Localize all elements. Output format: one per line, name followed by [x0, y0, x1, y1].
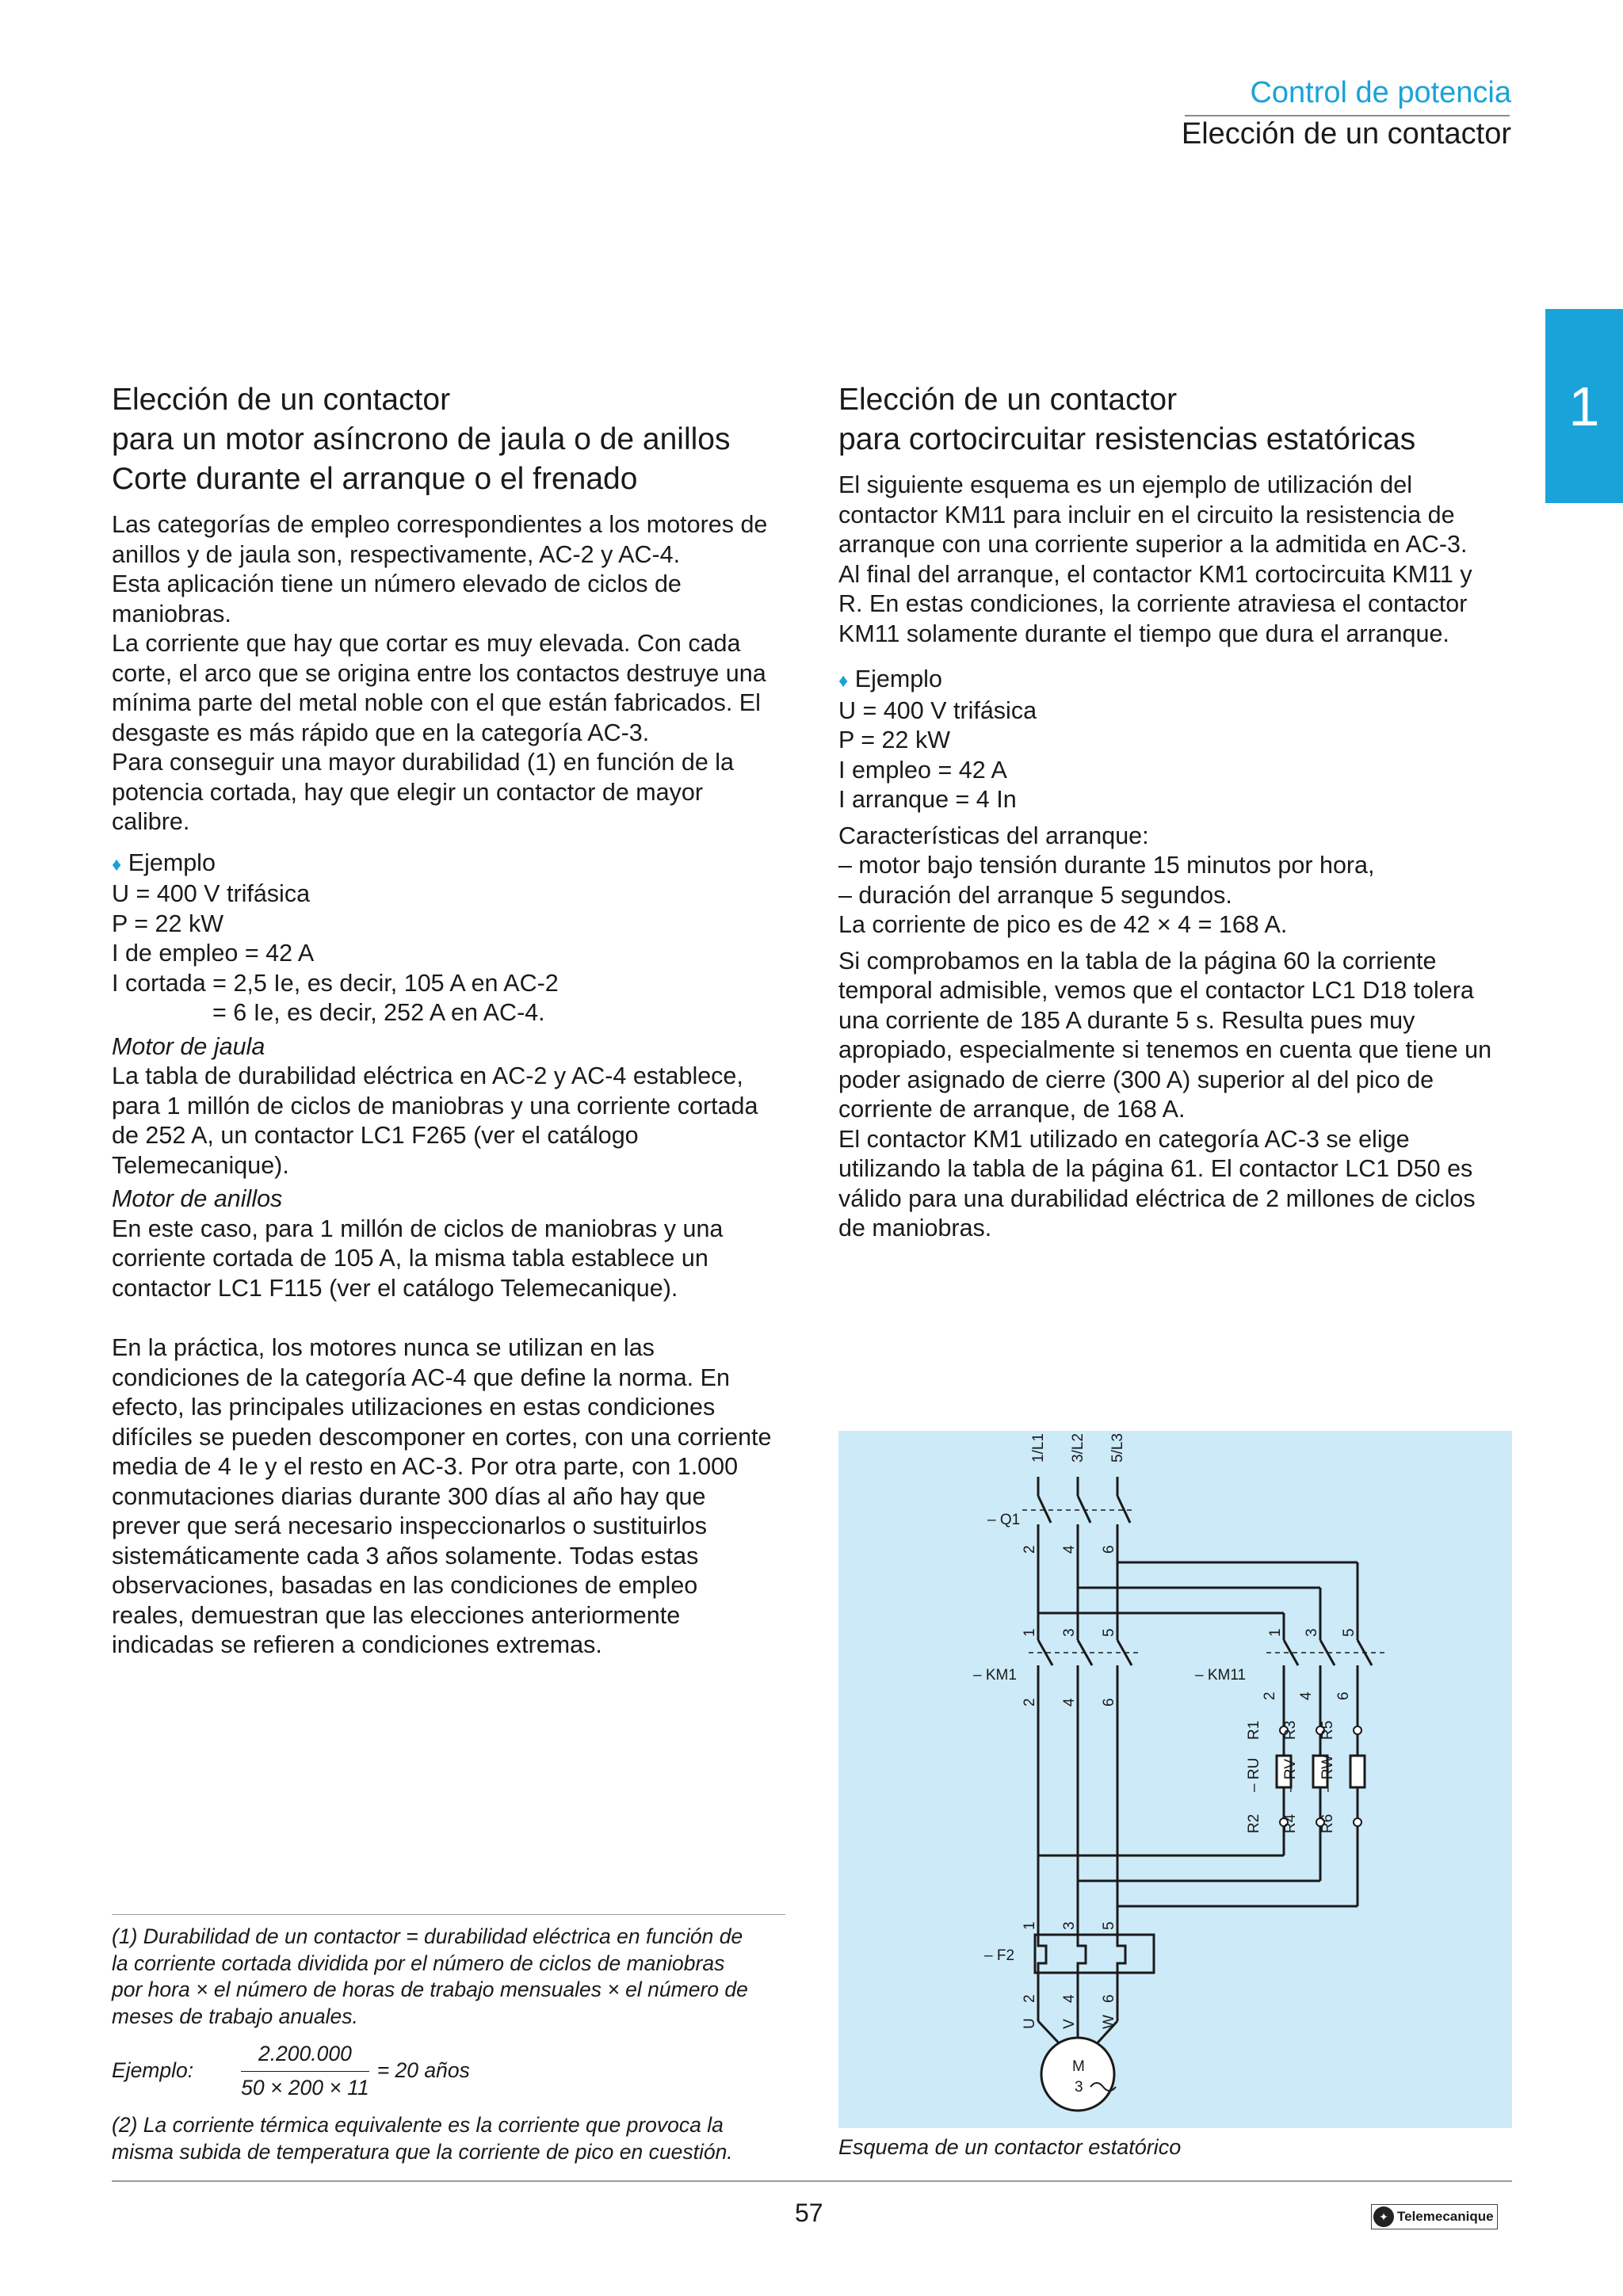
q1-label: – Q1 — [987, 1512, 1021, 1528]
motor-phase-label: 3 — [1075, 2079, 1083, 2096]
fraction-numerator: 2.200.000 — [241, 2041, 369, 2072]
left-heading — [112, 380, 789, 499]
text-line: válido para una durabilidad eléctrica de 2 millones de ciclos — [838, 1184, 1476, 1212]
text-line: apropiado, especialmente si tenemos en cuenta que tiene un — [838, 1036, 1492, 1063]
cage-heading: Motor de jaula — [112, 1032, 265, 1060]
text-line: sistemáticamente cada 3 años solamente. Todas estas — [112, 1542, 699, 1569]
terminal-label: 3 — [1304, 1628, 1320, 1637]
diamond-bullet-icon: ♦ — [112, 853, 122, 875]
footnote-line: (1) Durabilidad de un contactor = durabilidad eléctrica en función de — [112, 1924, 743, 1948]
text-line: de 252 A, un contactor LC1 F265 (ver el catálogo — [112, 1122, 639, 1149]
text-line: U = 400 V trifásica — [112, 880, 311, 907]
km11-label: – KM11 — [1195, 1667, 1247, 1684]
terminal-label: 4 — [1061, 1994, 1078, 2003]
diagram-caption: Esquema de un contactor estatórico — [838, 2135, 1182, 2159]
text-line: condiciones de la categoría AC-4 que define la norma. En — [112, 1363, 730, 1391]
text-line: En este caso, para 1 millón de ciclos de maniobras y una — [112, 1215, 724, 1242]
terminal-label: 2 — [1022, 1698, 1038, 1707]
text-line: contactor KM11 para incluir en el circuito la resistencia de — [838, 501, 1455, 528]
text-line: observaciones, basadas en las condiciones de empleo — [112, 1572, 698, 1599]
terminal-label: 3 — [1061, 1921, 1078, 1930]
text-line: desgaste es más rápido que en la categoría AC-3. — [112, 719, 650, 746]
footer-divider — [112, 2180, 1512, 2182]
terminal-label: 6 — [1335, 1691, 1352, 1700]
text-line: prever que será necesario inspeccionarlos o sustituirlos — [112, 1512, 708, 1539]
startup-block — [838, 822, 1512, 940]
text-line: utilizando la tabla de la página 61. El contactor LC1 D50 es — [838, 1155, 1473, 1182]
resistor-label: – RV — [1282, 1759, 1299, 1792]
text-line: Al final del arranque, el contactor KM1 cortocircuita KM11 y — [838, 560, 1472, 588]
text-line: arranque con una corriente superior a la admitida en AC-3. — [838, 531, 1468, 558]
terminal-label: 2 — [1022, 1994, 1038, 2003]
heading-line: para un motor asíncrono de jaula o de anillos — [112, 422, 731, 456]
section-title: Control de potencia — [1250, 76, 1511, 109]
circuit-wiring — [1022, 1477, 1385, 2111]
text-line: temporal admisible, vemos que el contactor LC1 D18 tolera — [838, 977, 1474, 1004]
text-line: El siguiente esquema es un ejemplo de utilización del — [838, 471, 1412, 498]
text-line: para 1 millón de ciclos de maniobras y una corriente cortada — [112, 1092, 758, 1119]
brand-logo-icon: ✦ — [1373, 2206, 1394, 2227]
text-line: Para conseguir una mayor durabilidad (1) en función de la — [112, 749, 735, 776]
example-heading-text: Ejemplo — [854, 666, 942, 692]
text-line: contactor LC1 F115 (ver el catálogo Telemecanique). — [112, 1274, 678, 1302]
f2-label: – F2 — [984, 1947, 1015, 1964]
right-heading — [838, 380, 1512, 460]
text-line: media de 4 Ie y el resto en AC-3. Por otra parte, con 1.000 — [112, 1453, 739, 1480]
resistor-label: R2 — [1246, 1814, 1262, 1833]
text-line: corriente de arranque, de 168 A. — [838, 1096, 1186, 1123]
resistor-label: – RU — [1246, 1757, 1262, 1792]
text-line: U = 400 V trifásica — [838, 696, 1037, 724]
brand-logo — [1371, 2204, 1498, 2229]
terminal-label: 1 — [1267, 1628, 1284, 1637]
subsection-title: Elección de un contactor — [1181, 117, 1511, 151]
text-line: efecto, las principales utilizaciones en estas condiciones — [112, 1394, 716, 1421]
text-line: KM11 solamente durante el tiempo que dura el arranque. — [838, 620, 1449, 647]
text-line: Si comprobamos en la tabla de la página 60 la corriente — [838, 947, 1437, 974]
resistor-label: R3 — [1282, 1720, 1299, 1740]
terminal-label: 4 — [1061, 1698, 1078, 1707]
text-line: I de empleo = 42 A — [112, 940, 315, 967]
text-line: I cortada = 2,5 Ie, es decir, 105 A en AC-2 — [112, 969, 559, 997]
text-line: mínima parte del metal noble con el que están fabricados. El — [112, 689, 761, 716]
text-line: poder asignado de cierre (300 A) superior al del pico de — [838, 1066, 1434, 1093]
practice-paragraph — [112, 1333, 789, 1661]
line-input-label: 5/L3 — [1109, 1433, 1126, 1463]
terminal-label: 6 — [1101, 1545, 1117, 1554]
right-intro — [838, 471, 1512, 649]
text-line: La tabla de durabilidad eléctrica en AC-2 y AC-4 establece, — [112, 1062, 743, 1089]
text-line: I empleo = 42 A — [838, 756, 1007, 784]
heading-line: Elección de un contactor — [838, 383, 1178, 417]
circuit-diagram — [838, 1431, 1512, 2128]
terminal-label: 5 — [1341, 1628, 1358, 1637]
motor-terminal-label: U — [1022, 2018, 1038, 2029]
motor-terminal-label: W — [1101, 2015, 1117, 2029]
text-line: En la práctica, los motores nunca se utilizan en las — [112, 1334, 655, 1361]
footnote-divider — [112, 1914, 785, 1915]
terminal-label: 6 — [1101, 1994, 1117, 2003]
terminal-label: 2 — [1262, 1691, 1278, 1700]
text-line: = 6 Ie, es decir, 252 A en AC-4. — [212, 999, 545, 1026]
example-heading-text: Ejemplo — [128, 849, 216, 876]
text-line: indicadas se refieren a condiciones extremas. — [112, 1631, 602, 1658]
text-line: corte, el arco que se origina entre los contactos destruye una — [112, 659, 766, 687]
footnote-line: meses de trabajo anuales. — [112, 2004, 358, 2028]
line-input-label: 1/L1 — [1030, 1433, 1047, 1463]
text-line: El contactor KM1 utilizado en categoría AC-3 se elige — [838, 1125, 1410, 1153]
text-line: de maniobras. — [838, 1215, 992, 1241]
heading-line: para cortocircuitar resistencias estatóricas — [838, 422, 1416, 456]
terminal-label: 3 — [1061, 1628, 1078, 1637]
circuit-svg — [838, 1431, 1512, 2128]
text-line: – duración del arranque 5 segundos. — [838, 881, 1232, 909]
terminal-label: 4 — [1061, 1545, 1078, 1554]
resistor-label: R4 — [1282, 1814, 1299, 1833]
ring-heading: Motor de anillos — [112, 1185, 283, 1212]
line-input-label: 3/L2 — [1070, 1433, 1086, 1463]
example-heading — [112, 849, 789, 880]
text-line: difíciles se pueden descomponer en cortes, con una corriente — [112, 1423, 772, 1451]
text-line: La corriente que hay que cortar es muy elevada. Con cada — [112, 630, 741, 657]
left-column — [112, 380, 789, 1661]
fraction — [241, 2041, 369, 2101]
terminal-label: 2 — [1022, 1545, 1038, 1554]
terminal-label: 5 — [1101, 1921, 1117, 1930]
text-line: La corriente de pico es de 42 × 4 = 168 A. — [838, 911, 1288, 938]
terminal-label: 1 — [1022, 1921, 1038, 1930]
chapter-tab[interactable]: 1 — [1545, 309, 1623, 503]
heading-line: Corte durante el arranque o el frenado — [112, 462, 638, 496]
footnote-line: (2) La corriente térmica equivalente es la corriente que provoca la — [112, 2113, 724, 2137]
text-line: reales, demuestran que las elecciones anteriormente — [112, 1601, 681, 1629]
text-line: – motor bajo tensión durante 15 minutos por hora, — [838, 852, 1375, 879]
text-line: Telemecanique). — [112, 1151, 289, 1179]
motor-label: M — [1072, 2058, 1085, 2075]
fraction-denominator: 50 × 200 × 11 — [241, 2075, 369, 2100]
km1-label: – KM1 — [973, 1667, 1017, 1684]
brand-name: Telemecanique — [1397, 2209, 1494, 2224]
resistor-label: R5 — [1319, 1720, 1336, 1740]
text-line: R. En estas condiciones, la corriente atraviesa el contactor — [838, 590, 1468, 617]
motor-terminal-label: V — [1061, 2019, 1078, 2029]
text-line: una corriente de 185 A durante 5 s. Resulta pues muy — [838, 1006, 1415, 1034]
diamond-bullet-icon: ♦ — [838, 670, 849, 692]
resistor-label: R6 — [1319, 1814, 1336, 1833]
example-heading — [838, 665, 1512, 696]
text-line: P = 22 kW — [838, 727, 950, 753]
text-line: I arranque = 4 In — [838, 786, 1017, 813]
text-line: Esta aplicación tiene un número elevado de ciclos de — [112, 570, 682, 597]
page-number: 57 — [795, 2199, 823, 2227]
circuit-labels — [973, 1433, 1358, 2096]
footnote-line: por hora × el número de horas de trabajo mensuales × el número de — [112, 1978, 748, 2001]
text-line: calibre. — [112, 808, 190, 835]
check-block — [838, 947, 1512, 1244]
left-intro — [112, 510, 789, 837]
heading-line: Elección de un contactor — [112, 383, 451, 417]
resistor-label: R1 — [1246, 1720, 1262, 1740]
text-line: corriente cortada de 105 A, la misma tabla establece un — [112, 1245, 708, 1272]
terminal-label: 4 — [1298, 1691, 1315, 1700]
header-divider — [1185, 115, 1510, 116]
text-line: Características del arranque: — [838, 822, 1149, 849]
terminal-label: 1 — [1022, 1628, 1038, 1637]
text-line: P = 22 kW — [112, 910, 223, 937]
text-line: maniobras. — [112, 600, 231, 627]
footnote-example-label: Ejemplo: — [112, 2058, 194, 2083]
fraction-result: = 20 años — [376, 2058, 470, 2083]
terminal-label: 5 — [1101, 1628, 1117, 1637]
resistor-label: – RW — [1319, 1754, 1336, 1792]
footnote-line: misma subida de temperatura que la corriente de pico en cuestión. — [112, 2139, 733, 2164]
footnote-example — [112, 2041, 793, 2101]
text-line: conmutaciones diarias durante 300 días al año hay que — [112, 1482, 706, 1510]
text-line: Las categorías de empleo correspondientes a los motores de — [112, 511, 768, 538]
footnotes — [112, 1924, 793, 2165]
text-line: potencia cortada, hay que elegir un contactor de mayor — [112, 778, 704, 806]
terminal-label: 6 — [1101, 1698, 1117, 1707]
footnote-line: la corriente cortada dividida por el número de ciclos de maniobras — [112, 1951, 725, 1975]
text-line: anillos y de jaula son, respectivamente, AC-2 y AC-4. — [112, 540, 681, 568]
right-column — [838, 380, 1512, 1244]
